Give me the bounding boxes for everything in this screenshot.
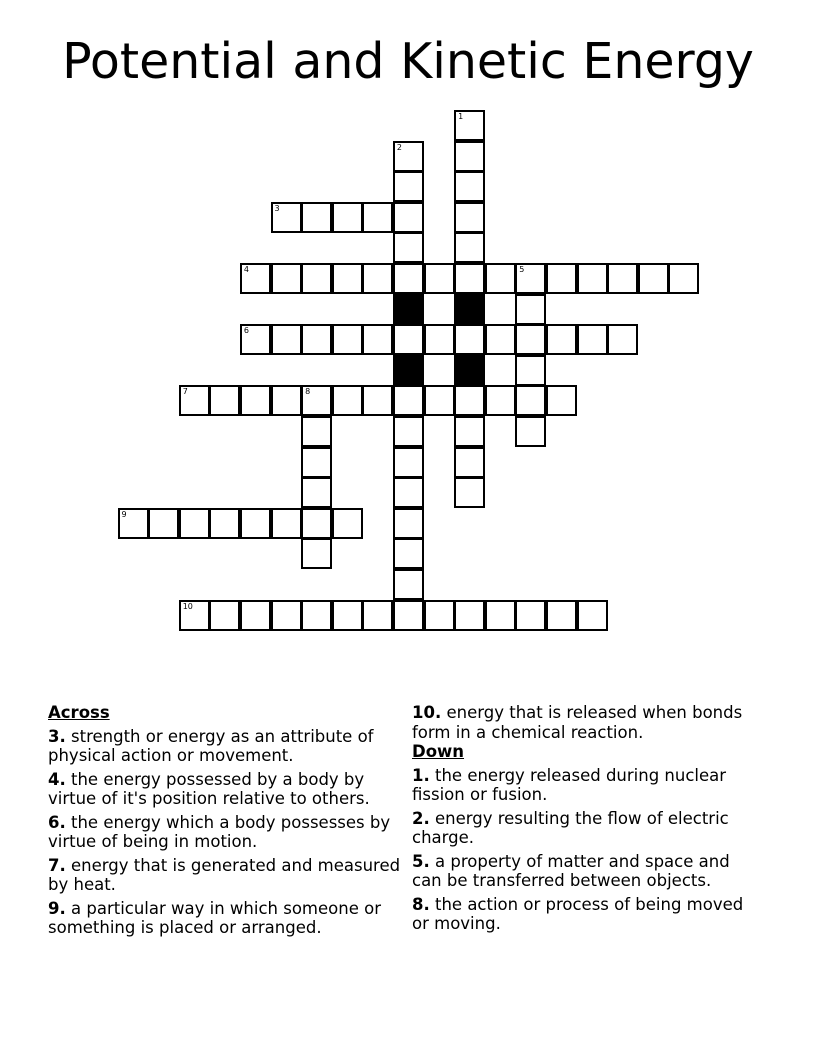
grid-cell[interactable] (393, 202, 424, 233)
grid-cell[interactable] (332, 385, 363, 416)
grid-cell[interactable] (485, 385, 516, 416)
grid-cell[interactable] (209, 508, 240, 539)
grid-cell[interactable] (393, 447, 424, 478)
grid-cell[interactable] (546, 263, 577, 294)
clue-number: 6. (48, 812, 66, 832)
grid-cell[interactable] (240, 263, 271, 294)
grid-cell[interactable] (332, 202, 363, 233)
clue-number: 9. (48, 898, 66, 918)
grid-cell[interactable] (393, 324, 424, 355)
grid-cell[interactable] (332, 263, 363, 294)
grid-cell[interactable] (179, 508, 210, 539)
clue-number: 8. (412, 894, 430, 914)
grid-cell[interactable] (577, 324, 608, 355)
clue-number: 7. (48, 855, 66, 875)
grid-cell[interactable] (209, 385, 240, 416)
clues-right-column (412, 703, 762, 934)
grid-cell[interactable] (393, 569, 424, 600)
clue-text: energy resulting the flow of electric charge. (412, 808, 729, 847)
clue-text: a particular way in which someone or something is placed or arranged. (48, 898, 381, 937)
grid-cell[interactable] (515, 416, 546, 447)
grid-clue-number: 6 (243, 326, 249, 336)
clue-number: 4. (48, 769, 66, 789)
grid-cell[interactable] (271, 263, 302, 294)
grid-cell[interactable] (393, 141, 424, 172)
grid-cell[interactable] (240, 508, 271, 539)
grid-cell[interactable] (577, 600, 608, 631)
grid-cell[interactable] (301, 538, 332, 569)
grid-cell[interactable] (393, 508, 424, 539)
grid-cell[interactable] (332, 600, 363, 631)
grid-cell[interactable] (454, 141, 485, 172)
grid-cell[interactable] (607, 263, 638, 294)
grid-cell[interactable] (240, 600, 271, 631)
clues-left-column (48, 703, 404, 938)
clue-text: the energy possessed by a body by virtue of it's position relative to others. (48, 769, 370, 808)
clue-text: the action or process of being moved or moving. (412, 894, 744, 933)
grid-cell[interactable] (332, 324, 363, 355)
clue-across-6 (48, 813, 404, 852)
down-heading: Down (412, 742, 465, 761)
grid-cell[interactable] (271, 324, 302, 355)
clue-number: 1. (412, 765, 430, 785)
grid-cell[interactable] (454, 171, 485, 202)
grid-cell[interactable] (485, 263, 516, 294)
grid-cell[interactable] (393, 171, 424, 202)
grid-cell[interactable] (271, 202, 302, 233)
grid-cell[interactable] (301, 324, 332, 355)
grid-cell[interactable] (515, 263, 546, 294)
grid-cell[interactable] (424, 324, 455, 355)
clue-down-2 (412, 809, 762, 848)
grid-cell[interactable] (301, 416, 332, 447)
grid-cell[interactable] (393, 416, 424, 447)
grid-cell[interactable] (362, 600, 393, 631)
clue-text: energy that is generated and measured by heat. (48, 855, 401, 894)
puzzle-title: Potential and Kinetic Energy (62, 33, 754, 90)
grid-cell[interactable] (454, 324, 485, 355)
grid-cell[interactable] (454, 202, 485, 233)
grid-cell[interactable] (179, 385, 210, 416)
grid-clue-number: 3 (274, 203, 280, 213)
grid-cell[interactable] (240, 324, 271, 355)
grid-cell[interactable] (362, 263, 393, 294)
grid-clue-number: 10 (182, 601, 193, 611)
grid-cell[interactable] (209, 600, 240, 631)
grid-cell[interactable] (515, 600, 546, 631)
clue-number: 3. (48, 726, 66, 746)
grid-cell[interactable] (240, 385, 271, 416)
grid-cell[interactable] (454, 263, 485, 294)
grid-cell[interactable] (638, 263, 669, 294)
grid-cell[interactable] (393, 600, 424, 631)
grid-cell[interactable] (362, 385, 393, 416)
grid-cell[interactable] (454, 110, 485, 141)
grid-cell[interactable] (148, 508, 179, 539)
clue-text: strength or energy as an attribute of physical action or movement. (48, 726, 374, 765)
grid-clue-number: 7 (182, 387, 188, 397)
grid-cell[interactable] (424, 600, 455, 631)
grid-cell[interactable] (393, 538, 424, 569)
clue-text: energy that is released when bonds form in a chemical reaction. (412, 703, 743, 742)
grid-block-cell (454, 355, 485, 386)
across-heading: Across (48, 703, 110, 722)
grid-block-cell (393, 355, 424, 386)
grid-cell[interactable] (546, 385, 577, 416)
grid-cell[interactable] (454, 232, 485, 263)
grid-cell[interactable] (301, 447, 332, 478)
grid-cell[interactable] (393, 477, 424, 508)
grid-cell[interactable] (454, 416, 485, 447)
grid-cell[interactable] (546, 324, 577, 355)
grid-cell[interactable] (515, 385, 546, 416)
grid-block-cell (454, 294, 485, 325)
grid-cell[interactable] (179, 600, 210, 631)
grid-cell[interactable] (271, 600, 302, 631)
grid-cell[interactable] (393, 232, 424, 263)
grid-cell[interactable] (424, 385, 455, 416)
grid-cell[interactable] (577, 263, 608, 294)
grid-clue-number: 1 (458, 112, 464, 121)
grid-cell[interactable] (271, 508, 302, 539)
grid-cell[interactable] (301, 508, 332, 539)
grid-cell[interactable] (515, 294, 546, 325)
grid-cell[interactable] (332, 508, 363, 539)
clue-down-8 (412, 895, 762, 934)
clue-across-9 (48, 899, 404, 938)
grid-cell[interactable] (607, 324, 638, 355)
clue-number: 10. (412, 703, 442, 722)
grid-block-cell (393, 294, 424, 325)
grid-cell[interactable] (301, 263, 332, 294)
grid-cell[interactable] (301, 600, 332, 631)
grid-cell[interactable] (454, 385, 485, 416)
grid-cell[interactable] (301, 477, 332, 508)
clue-text: the energy which a body possesses by virtue of being in motion. (48, 812, 391, 851)
clue-across-7 (48, 856, 404, 895)
grid-cell[interactable] (515, 324, 546, 355)
clue-across-4 (48, 770, 404, 809)
grid-clue-number: 8 (305, 387, 311, 397)
grid-cell[interactable] (485, 324, 516, 355)
grid-clue-number: 4 (243, 265, 249, 274)
clue-down-5 (412, 852, 762, 891)
grid-cell[interactable] (393, 263, 424, 294)
grid-cell[interactable] (424, 263, 455, 294)
grid-cell[interactable] (301, 385, 332, 416)
grid-cell[interactable] (485, 600, 516, 631)
clue-down-1 (412, 766, 762, 805)
grid-cell[interactable] (668, 263, 699, 294)
grid-cell[interactable] (362, 324, 393, 355)
grid-cell[interactable] (393, 385, 424, 416)
grid-cell[interactable] (515, 355, 546, 386)
clue-across-3 (48, 727, 404, 766)
clue-number: 2. (412, 808, 430, 828)
clue-number: 5. (412, 851, 430, 871)
clue-across-10 (412, 703, 762, 742)
grid-cell[interactable] (546, 600, 577, 631)
grid-cell[interactable] (454, 600, 485, 631)
grid-cell[interactable] (301, 202, 332, 233)
clue-text: a property of matter and space and can be transferred between objects. (412, 851, 730, 890)
grid-cell[interactable] (118, 508, 149, 539)
grid-cell[interactable] (454, 477, 485, 508)
grid-cell[interactable] (454, 447, 485, 478)
grid-clue-number: 5 (519, 265, 525, 274)
grid-cell[interactable] (271, 385, 302, 416)
clue-text: the energy released during nuclear fission or fusion. (412, 765, 727, 804)
grid-clue-number: 9 (121, 509, 127, 519)
grid-cell[interactable] (362, 202, 393, 233)
grid-clue-number: 2 (396, 142, 402, 152)
